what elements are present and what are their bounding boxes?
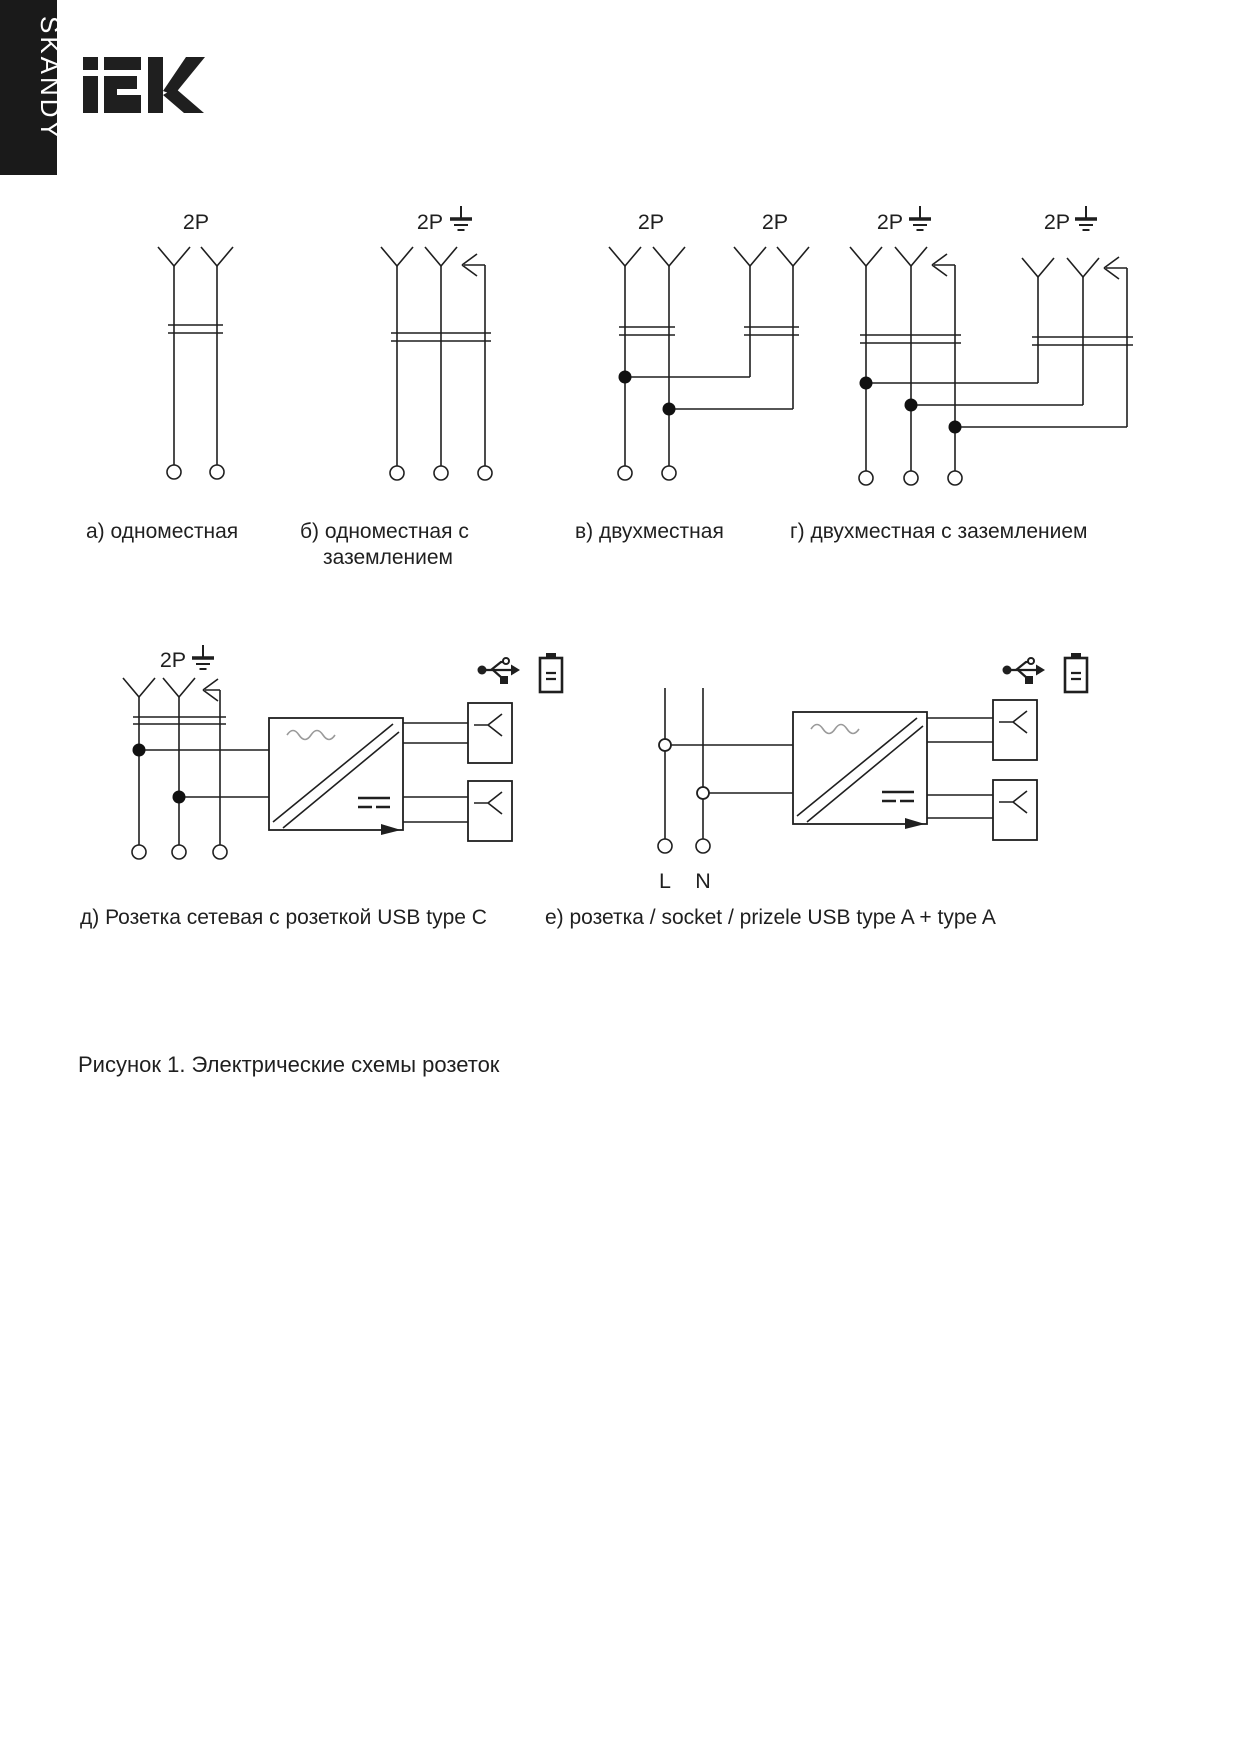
socket-contact-fork [381,247,413,266]
socket-contact-fork [1022,258,1054,277]
terminal-circle [478,466,492,480]
open-junction-circle [697,787,709,799]
pole-label: 2P [637,210,665,234]
junction-dot [905,399,918,412]
socket-contact-fork [895,247,927,266]
junction-dot [173,791,186,804]
diagram-e-socket-usb-type-a [545,653,1087,929]
diagram-g-double-socket-grounded [790,206,1133,543]
terminal-circle [434,466,448,480]
converter-box [793,712,927,829]
converter-input-wires [671,745,793,793]
usb-icon [1003,658,1046,684]
terminal-circle [662,466,676,480]
contact-wires [139,697,179,845]
socket-panel [744,327,799,335]
caption-line1: б) одноместная с [300,520,469,543]
terminal-circle [696,839,710,853]
converter-output-wires [403,723,468,822]
line-label: L [659,869,671,893]
diagram-b-single-socket-grounded [300,206,492,569]
ground-contact-wire [934,265,955,471]
socket-contact-fork [734,247,766,266]
socket-contact-fork [425,247,457,266]
diagram-v-double-socket [575,210,809,543]
brand-banner [0,0,65,175]
ground-icon [450,206,472,230]
socket-contact-fork [201,247,233,266]
junction-dot [949,421,962,434]
socket-panel [619,327,675,335]
terminal-circle [210,465,224,479]
terminal-circle [618,466,632,480]
socket-contact-fork [653,247,685,266]
ground-icon [192,645,214,669]
caption: г) двухместная с заземлением [790,520,1088,543]
pole-label: 2P [416,210,444,234]
terminal-circle [132,845,146,859]
brand-vertical-text: SKANDY [35,16,65,141]
contact-wires [625,266,669,466]
pole-label: 2P [159,648,187,672]
usb-port-box [468,703,512,763]
contact-wires [397,266,441,466]
terminal-circle [904,471,918,485]
junction-dot [133,744,146,757]
junction-dot [619,371,632,384]
bridge-wires [625,377,793,409]
ground-icon [1075,206,1097,230]
battery-icon [540,653,562,692]
contact-wires [174,266,217,465]
caption: д) Розетка сетевая с розеткой USB type C [80,906,487,929]
pole-label: 2P [182,210,210,234]
pole-label: 2P [876,210,904,234]
socket-contact-fork [609,247,641,266]
converter-input-wires [139,750,269,797]
ground-icon [909,206,931,230]
diagram-a-single-socket [86,210,238,543]
socket-contact-fork [1067,258,1099,277]
socket-contact-fork [123,678,155,697]
socket-contact-fork [850,247,882,266]
junction-dot [860,377,873,390]
terminal-circle [390,466,404,480]
open-junction-circle [659,739,671,751]
supply-wires [665,688,703,839]
usb-port-box [468,781,512,841]
converter-output-wires [927,718,993,818]
ground-contact-wire [464,265,485,466]
terminal-circle [167,465,181,479]
diagram-d-socket-usb-type-c [80,645,562,929]
converter-box [269,718,403,835]
terminal-circle [658,839,672,853]
usb-icon [478,658,521,684]
caption-line2: заземлением [323,546,453,569]
battery-icon [1065,653,1087,692]
socket-contact-fork [777,247,809,266]
terminal-circle [859,471,873,485]
caption: а) одноместная [86,520,239,543]
pole-label: 2P [1043,210,1071,234]
terminal-circle [213,845,227,859]
pole-label: 2P [761,210,789,234]
neutral-label: N [695,869,711,893]
ground-contact-wire [1106,268,1127,427]
caption: в) двухместная [575,520,724,543]
socket-contact-fork [163,678,195,697]
figure-caption: Рисунок 1. Электрические схемы розеток [78,1052,500,1077]
usb-port-box [993,700,1037,760]
junction-dot [663,403,676,416]
ground-contact-wire [205,690,220,845]
contact-wires [750,266,793,409]
socket-panel [168,325,223,333]
contact-wires [1038,277,1083,405]
caption: е) розетка / socket / prizele USB type A + type A [545,906,996,929]
terminal-circle [172,845,186,859]
terminal-circle [948,471,962,485]
iek-logo [83,57,205,113]
socket-contact-fork [158,247,190,266]
usb-port-box [993,780,1037,840]
contact-wires [866,266,911,471]
